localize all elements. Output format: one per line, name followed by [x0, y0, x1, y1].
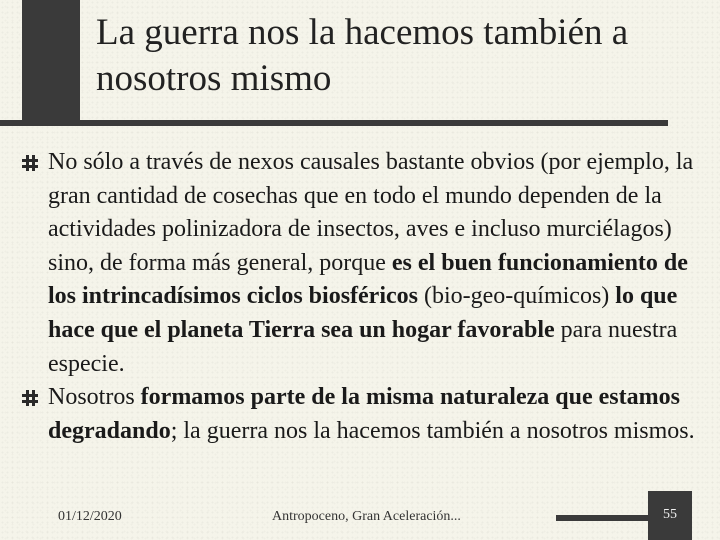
bullet-item [22, 146, 712, 381]
footer-rule [556, 515, 654, 521]
bullet-text-segment: (bio-geo-químicos) [417, 283, 616, 310]
slide-title: La guerra nos la hacemos también a nosotros mismo [96, 12, 629, 99]
footer-date: 01/12/2020 [58, 509, 122, 524]
bullet-text-segment: No sólo a través de nexos causales bastante obvios (por ejemplo, la gran cantidad de cosechas que en todo el mundo dependen de la actividades polinizadora de insectos, aves e incluso murciélagos) sino, de forma más general, porque [48, 149, 694, 276]
page-number: 55 [663, 507, 677, 522]
hash-bullet-icon [22, 155, 38, 171]
bullet-text-bold-segment: lo que hace que el planeta Tierra sea un hogar favorable [48, 283, 678, 343]
bullet-text-segment: para nuestra especie. [48, 316, 678, 377]
bullet-text-bold-segment: es el buen funcionamiento de los intrincadísimos ciclos biosféricos [48, 249, 688, 310]
bullet-text [48, 381, 712, 448]
bullet-text-bold-segment: formamos parte de la misma naturaleza que estamos degradando [48, 384, 680, 444]
title-underline-rule [0, 120, 668, 126]
title-accent-bar [22, 0, 80, 122]
bullet-text [48, 146, 712, 381]
slide-content [22, 146, 712, 448]
bullet-item [22, 381, 712, 448]
footer-center-text: Antropoceno, Gran Aceleración... [272, 509, 461, 524]
hash-bullet-icon [22, 390, 38, 406]
bullet-text-segment: Nosotros [48, 384, 141, 411]
bullet-text-segment: ; la guerra nos la hacemos también a nosotros mismos. [170, 417, 695, 444]
